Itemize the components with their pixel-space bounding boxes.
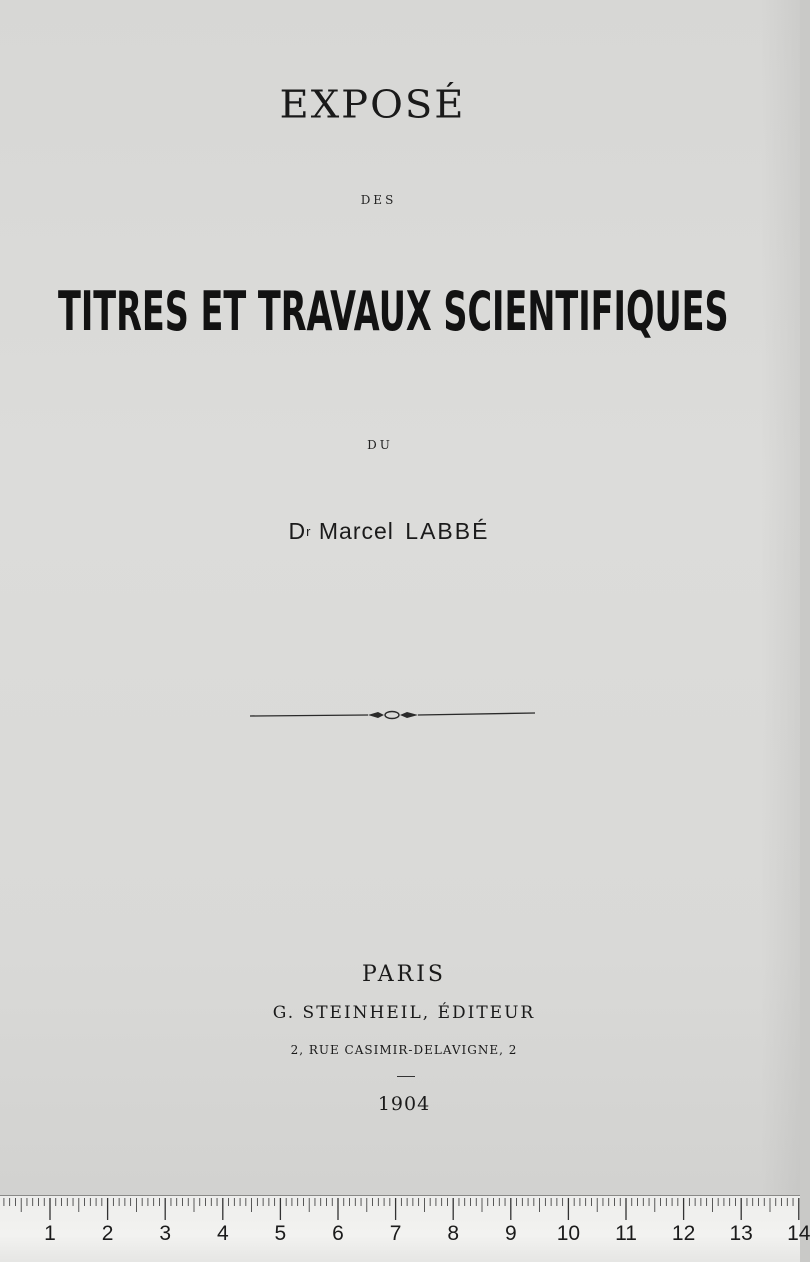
ruler-label: 3: [159, 1222, 172, 1245]
main-title: TITRES ET TRAVAUX SCIENTIFIQUES: [58, 280, 729, 343]
ruler-label: 5: [274, 1222, 287, 1245]
ruler-label: 6: [332, 1222, 344, 1245]
ruler-label: 9: [504, 1222, 517, 1245]
author-prefix: D: [288, 518, 307, 544]
heading-expose: EXPOSÉ: [279, 83, 466, 127]
ruler-label: 10: [556, 1222, 581, 1245]
ruler-label: 14: [787, 1222, 810, 1245]
ornament-rule-icon: [250, 704, 535, 724]
publication-year: 1904: [377, 1093, 431, 1115]
ruler-label: 2: [101, 1222, 114, 1245]
publication-city: PARIS: [362, 962, 446, 987]
publisher-address: 2, RUE CASIMIR-DELAVIGNE, 2: [290, 1043, 518, 1057]
separator-dash: [397, 1076, 415, 1077]
publisher: G. STEINHEIL, ÉDITEUR: [272, 1003, 536, 1023]
ruler-label: 1: [44, 1222, 56, 1245]
author-name: Marcel: [318, 518, 394, 544]
ruler-label: 7: [389, 1222, 402, 1245]
author-surname: LABBÉ: [405, 518, 490, 544]
author-prefix-sup: r: [306, 524, 312, 539]
heading-des: DES: [360, 193, 397, 207]
ruler-label: 4: [216, 1222, 229, 1245]
author-line: [0, 518, 778, 545]
heading-du: DU: [367, 438, 393, 452]
ruler-label: 11: [615, 1222, 637, 1245]
ruler-label: 13: [729, 1222, 753, 1245]
ruler-label: 8: [447, 1222, 460, 1245]
ruler-label: 12: [671, 1222, 696, 1245]
